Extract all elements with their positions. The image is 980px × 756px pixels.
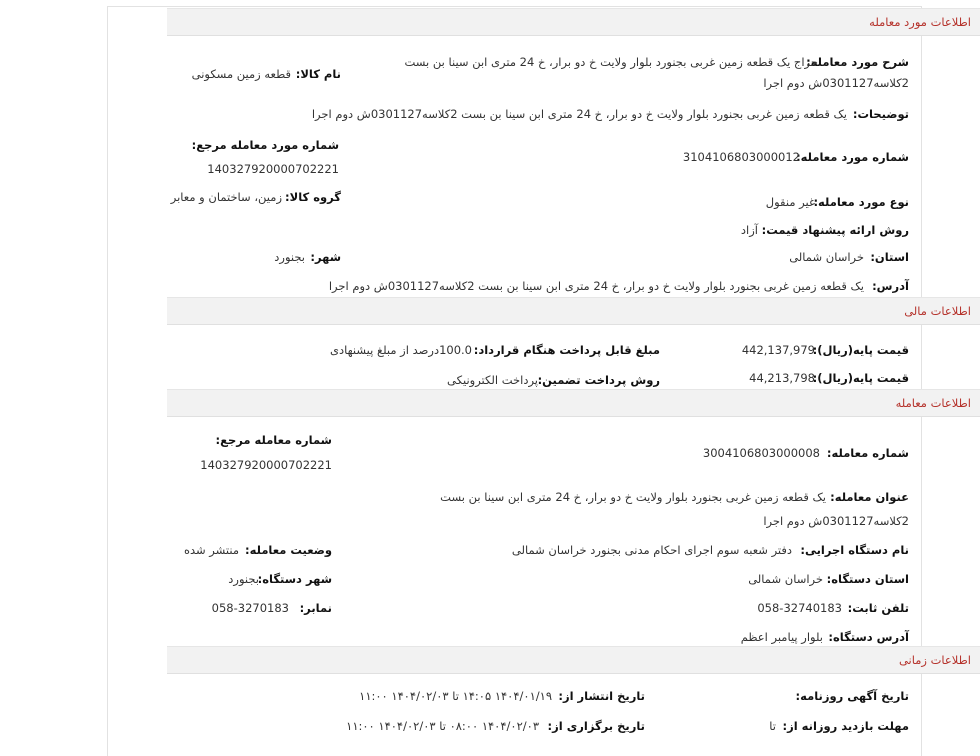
visit-deadline-label: مهلت بازدید روزانه از: [782, 719, 909, 733]
hold-date-label: تاریخ برگزاری از: [547, 719, 645, 733]
base-price-label: قیمت پایه(ریال): [812, 343, 909, 357]
contract-payment-value: 100.0درصد از مبلغ پیشنهادی [329, 343, 472, 357]
agency-province-label: استان دستگاه: [826, 572, 909, 586]
agency-value: دفتر شعبه سوم اجرای احکام مدنی بجنورد خراسان شمالی [511, 543, 792, 557]
ref-number-value: 140327920000702221 [207, 162, 339, 176]
transaction-number-value: 3004106803000008 [702, 446, 820, 460]
publish-date-value: ۱۴۰۴/۰۱/۱۹ ۱۴:۰۵ تا ۱۴۰۴/۰۲/۰۳ ۱۱:۰۰ [359, 689, 552, 703]
pricing-method-label: روش ارائه پیشنهاد قیمت: [761, 223, 909, 237]
agency-city-label: شهر دستگاه: [257, 572, 332, 586]
guarantee-price-label: قیمت پایه(ریال): [812, 371, 909, 385]
agency-address-label: آدرس دستگاه: [828, 630, 909, 644]
phone-label: تلفن ثابت: [847, 601, 909, 615]
newspaper-date-label: تاریخ آگهی روزنامه: [795, 689, 909, 703]
deal-number-value: 3104106803000012 [682, 150, 800, 164]
fax-label: نمابر: [299, 601, 332, 615]
contract-payment-label: مبلغ قابل پرداخت هنگام قرارداد: [473, 343, 660, 357]
section-header-transaction: اطلاعات معامله [167, 389, 980, 417]
visit-deadline-value: تا [769, 719, 776, 733]
description-line2: 2کلاسه0301127ش دوم اجرا [763, 76, 909, 90]
transaction-number-label: شماره معامله: [826, 446, 909, 460]
status-label: وضعیت معامله: [245, 543, 332, 557]
goods-group-value: زمین، ساختمان و معابر [170, 190, 282, 204]
phone-value: 058-32740183 [757, 601, 842, 615]
section-header-deal-info: اطلاعات مورد معامله [167, 8, 980, 36]
guarantee-price-value: 44,213,798 [749, 371, 815, 385]
guarantee-method-label: روش پرداخت تضمین: [537, 373, 660, 387]
ref-number-label: شماره مورد معامله مرجع: [191, 138, 339, 152]
section-header-financial: اطلاعات مالی [167, 297, 980, 325]
address-value: یک قطعه زمین غربی بجنورد بلوار ولایت خ دو برار، خ 24 متری ابن سینا بن بست 2کلاسه0301127ش دوم اجرا [328, 279, 864, 293]
fax-value: 058-3270183 [211, 601, 289, 615]
agency-province-value: خراسان شمالی [748, 572, 823, 586]
goods-name-value: قطعه زمین مسکونی [191, 67, 291, 81]
notes-value: یک قطعه زمین غربی بجنورد بلوار ولایت خ دو برار، خ 24 متری ابن سینا بن بست 2کلاسه0301127ش دوم اجرا [311, 107, 847, 121]
goods-group-label: گروه کالا: [285, 190, 341, 204]
notes-label: توضیحات: [852, 107, 909, 121]
section-header-timing: اطلاعات زمانی [167, 646, 980, 674]
pricing-method-value: آزاد [740, 223, 758, 237]
agency-label: نام دستگاه اجرایی: [800, 543, 909, 557]
description-line1: حراج یک قطعه زمین غربی بجنورد بلوار ولایت خ دو برار، خ 24 متری ابن سینا بن بست [404, 55, 818, 69]
transaction-title-label: عنوان معامله: [830, 490, 909, 504]
province-label: استان: [870, 250, 909, 264]
transaction-title-line2: 2کلاسه0301127ش دوم اجرا [763, 514, 909, 528]
city-label: شهر: [310, 250, 341, 264]
deal-number-label: شماره مورد معامله: [796, 150, 909, 164]
agency-address-value: بلوار پیامبر اعظم [740, 630, 823, 644]
base-price-value: 442,137,979 [741, 343, 815, 357]
deal-type-value: غیر منقول [765, 195, 815, 209]
transaction-title-line1: یک قطعه زمین غربی بجنورد بلوار ولایت خ دو برار، خ 24 متری ابن سینا بن بست [440, 490, 826, 504]
agency-city-value: بجنورد [228, 572, 259, 586]
transaction-ref-value: 140327920000702221 [200, 458, 332, 472]
hold-date-value: ۱۴۰۴/۰۲/۰۳ ۰۸:۰۰ تا ۱۴۰۴/۰۲/۰۳ ۱۱:۰۰ [346, 719, 539, 733]
transaction-ref-label: شماره معامله مرجع: [215, 433, 332, 447]
status-value: منتشر شده [183, 543, 239, 557]
address-label: آدرس: [872, 279, 909, 293]
guarantee-method-value: پرداخت الکترونیکی [447, 373, 538, 387]
province-value: خراسان شمالی [789, 250, 864, 264]
deal-type-label: نوع مورد معامله: [813, 195, 909, 209]
publish-date-label: تاریخ انتشار از: [558, 689, 645, 703]
description-label: شرح مورد معامله: [806, 55, 909, 69]
goods-name-label: نام کالا: [295, 67, 341, 81]
city-value: بجنورد [274, 250, 305, 264]
